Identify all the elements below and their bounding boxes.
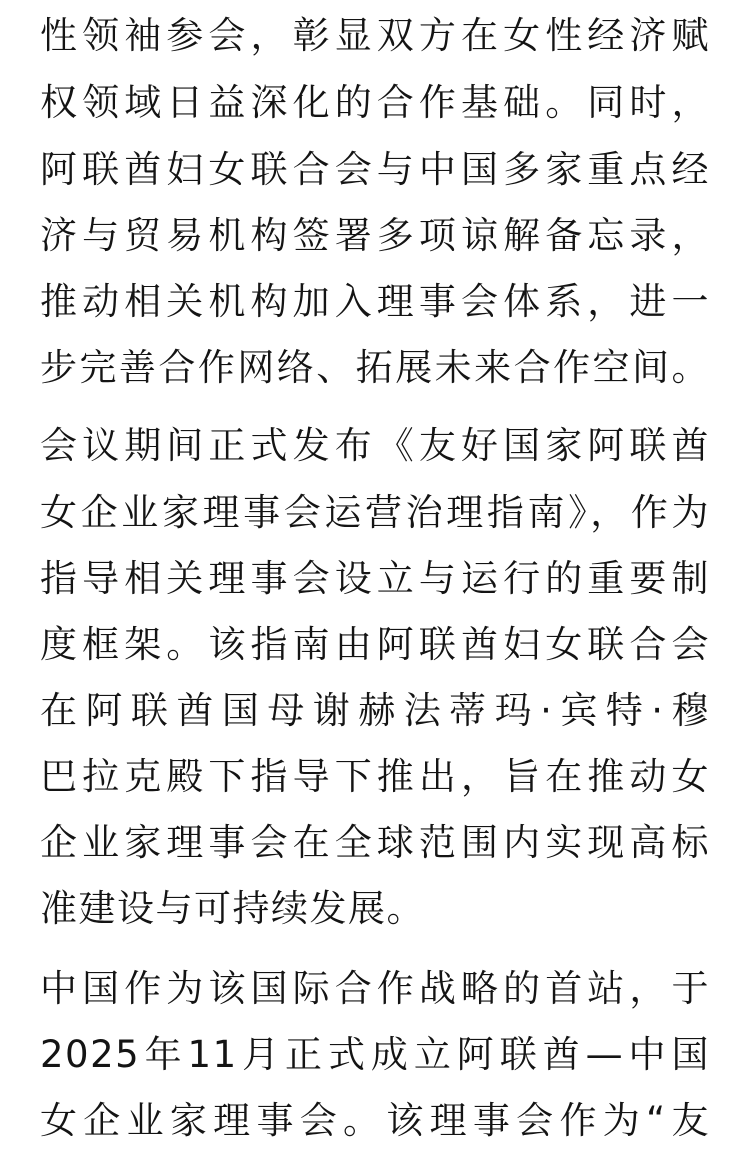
text-line: 巴拉克殿下指导下推出，旨在推动女	[40, 755, 710, 798]
text-line: 女企业家理事会运营治理指南》，作为	[40, 491, 710, 534]
text-line: 权领域日益深化的合作基础。同时，	[40, 81, 710, 124]
text-line: 指导相关理事会设立与运行的重要制	[40, 557, 710, 600]
text-line: 会议期间正式发布《友好国家阿联酋	[40, 424, 710, 467]
text-line: 步完善合作网络、拓展未来合作空间。	[40, 346, 710, 389]
text-line: 准建设与可持续发展。	[40, 887, 425, 930]
text-line: 推动相关机构加入理事会体系，进一	[40, 280, 710, 323]
text-line: 2025年11月正式成立阿联酋—中国	[40, 1033, 710, 1076]
text-line: 企业家理事会在全球范围内实现高标	[40, 821, 710, 864]
text-line: 在阿联酋国母谢赫法蒂玛·宾特·穆	[40, 689, 710, 732]
text-line: 度框架。该指南由阿联酋妇女联合会	[40, 623, 710, 666]
text-line: 济与贸易机构签署多项谅解备忘录，	[40, 214, 710, 257]
text-line: 性领袖参会，彰显双方在女性经济赋	[40, 14, 710, 57]
text-line: 女企业家理事会。该理事会作为“友	[40, 1099, 710, 1142]
text-line: 阿联酋妇女联合会与中国多家重点经	[40, 148, 710, 191]
text-line: 中国作为该国际合作战略的首站，于	[40, 967, 710, 1010]
